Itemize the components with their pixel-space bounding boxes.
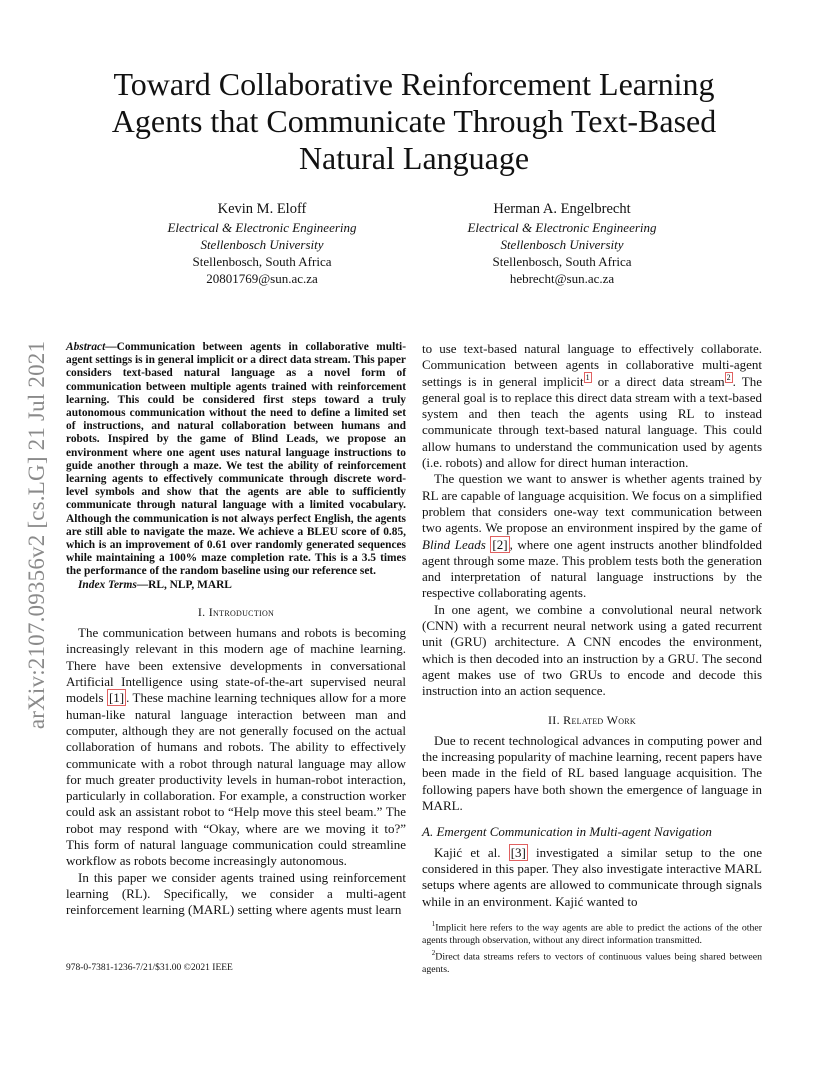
subsec-a-text-a: Kajić et al. (434, 844, 509, 860)
footnote-1-text: Implicit here refers to the way agents are able to predict the actions of the other agents through observation, without any direct information transmitted. (422, 922, 762, 946)
subsection-heading-a: A. Emergent Communication in Multi-agent Navigation (422, 824, 712, 840)
arxiv-identifier-stamp (22, 300, 52, 770)
right-p2-text-a: The question we want to answer is whether agents trained by RL are capable of language acquisition. We focus on a simplified problem that considers one-way text communication between two agents. We propose an environment inspired by the game of (422, 471, 762, 536)
footnote-2 (422, 947, 762, 976)
author-email: hebrecht@sun.ac.za (509, 271, 615, 286)
related-paragraph-1: Due to recent technological advances in computing power and the increasing popularity of machine learning, recent papers have been made in the field of RL based language acquisition. The following papers have both shown the emergence of language in MARL. (422, 732, 762, 814)
index-terms (66, 579, 406, 592)
title-line-3: Natural Language (298, 140, 530, 176)
citation-link-1[interactable]: [1] (108, 690, 125, 706)
index-terms-label: Index Terms (78, 578, 137, 591)
author-univ: Stellenbosch University (200, 237, 324, 252)
section-heading-related-work: II. Related Work (547, 712, 636, 727)
right-paragraph-3: In one agent, we combine a convolutional neural network (CNN) with a recurrent neural network using a gated recurrent unit (GRU) architecture. A CNN encodes the environment, which is then decoded into an instruction by a GRU. The second agent makes use of two GRUs to encode and decode this instruction into an action sequence. (422, 601, 762, 699)
subsec-a-text-b: investigated a similar setup to the one considered in this paper. They also investigate interactive MARL setups where agents are allowed to communicate through signals while in an environment. Kajić wanted to (422, 844, 762, 909)
right-p1-text-c: . The general goal is to replace this direct data stream with a text-based system and then teach the agents using RL to instead communicate through text-based natural language. This could allow humans to understand the communication used by agents (i.e. robots) and allow for direct human interaction. (422, 373, 762, 471)
title-line-1: Toward Collaborative Reinforcement Learning (113, 66, 715, 102)
footnote-1 (422, 918, 762, 947)
paper-title (64, 66, 764, 177)
arxiv-id-text: arXiv:2107.09356v2 [cs.LG] 21 Jul 2021 (24, 340, 49, 730)
right-p1-text-b: or a direct data stream (591, 373, 725, 389)
right-p2-italic: Blind Leads (422, 536, 486, 552)
section-heading-introduction: I. Introduction (197, 604, 275, 619)
author-dept: Electrical & Electronic Engineering (167, 220, 357, 235)
footnote-link-2[interactable]: 2 (726, 373, 731, 383)
abstract (66, 341, 406, 579)
author-block-1 (142, 200, 382, 287)
title-line-2: Agents that Communicate Through Text-Based (111, 103, 717, 139)
right-paragraph-2 (422, 471, 762, 601)
copyright-notice: 978-0-7381-1236-7/21/$31.00 ©2021 IEEE (66, 963, 233, 973)
right-p2-text-b: , where one agent instructs another blindfolded agent through some maze. This problem tests both the generation and interpretation of natural language instructions by the respective collaborating agents. (422, 536, 762, 601)
citation-link-2[interactable]: [2] (492, 536, 508, 552)
author-location: Stellenbosch, South Africa (492, 254, 632, 269)
author-email: 20801769@sun.ac.za (206, 271, 318, 286)
left-column (66, 341, 406, 919)
intro-p1-text-b: . These machine learning techniques allow for a more human-like natural language interaction between man and computer, although they are not generally focused on the actual collaboration of humans and robots. The ability to effectively communicate with a robot through natural language may allow for much greater productivity levels in human-robot interaction, particularly in collaboration. For example, a construction worker could ask an assistant robot to “Help move this steel beam.” The robot may respond with “Okay, where are we moving it to?” This form of natural language communication could streamline workflow as robots become increasingly autonomous. (66, 690, 407, 869)
subsection-a-paragraph-1 (422, 845, 762, 910)
author-name: Kevin M. Eloff (217, 201, 307, 217)
footnote-2-text: Direct data streams refers to vectors of continuous values being shared between agents. (422, 951, 762, 976)
author-dept: Electrical & Electronic Engineering (467, 220, 657, 235)
citation-link-3[interactable]: [3] (510, 844, 526, 860)
right-paragraph-1 (422, 341, 762, 471)
index-terms-text: —RL, NLP, MARL (136, 578, 232, 591)
abstract-label: Abstract (66, 341, 106, 353)
footnote-2-mark: 2 (431, 949, 436, 958)
intro-paragraph-2: In this paper we consider agents trained using reinforcement learning (RL). Specifically, we consider a multi-agent reinforcement learning (MARL) setting where agents must learn (66, 869, 406, 918)
footnote-link-1[interactable]: 1 (585, 373, 590, 383)
intro-p1-text-a: The communication between humans and robots is becoming increasingly relevant in this modern age of machine learning. There have been extensive developments in conversational Artificial Intelligence using state-of-the-art supervised neural models (66, 625, 406, 706)
intro-paragraph-1 (66, 625, 406, 869)
right-column (422, 341, 762, 910)
author-univ: Stellenbosch University (500, 237, 624, 252)
abstract-text: —Communication between agents in collaborative multi-agent settings is in general implicit or a direct data stream. This paper considers text-based natural language as a novel form of communication between multiple agents trained with reinforcement learning. This could be considered first steps toward a truly autonomous communication without the need to define a limited set of instructions, and natural collaboration between humans and robots. Inspired by the game of Blind Leads, we propose an environment where one agent uses natural language instructions to guide another through a maze. We test the ability of reinforcement learning agents to effectively communicate through discrete word-level symbols and show that the agents are able to sufficiently communicate through natural language with a limited vocabulary. Although the communication is not always perfect English, the agents are still able to navigate the maze. We achieve a BLEU score of 0.85, which is an improvement of 0.61 over randomly generated sequences while maintaining a 100% maze completion rate. This is a 3.5 times the performance of the random baseline using our reference set. (66, 341, 406, 578)
author-name: Herman A. Engelbrecht (493, 201, 631, 217)
author-block-2 (442, 200, 682, 287)
author-location: Stellenbosch, South Africa (192, 254, 332, 269)
footnotes (422, 918, 762, 977)
right-p1-text-a: to use text-based natural language to effectively collaborate. Communication between agents in collaborative multi-agent settings is in general implicit (422, 341, 762, 389)
footnote-1-mark: 1 (431, 920, 436, 928)
